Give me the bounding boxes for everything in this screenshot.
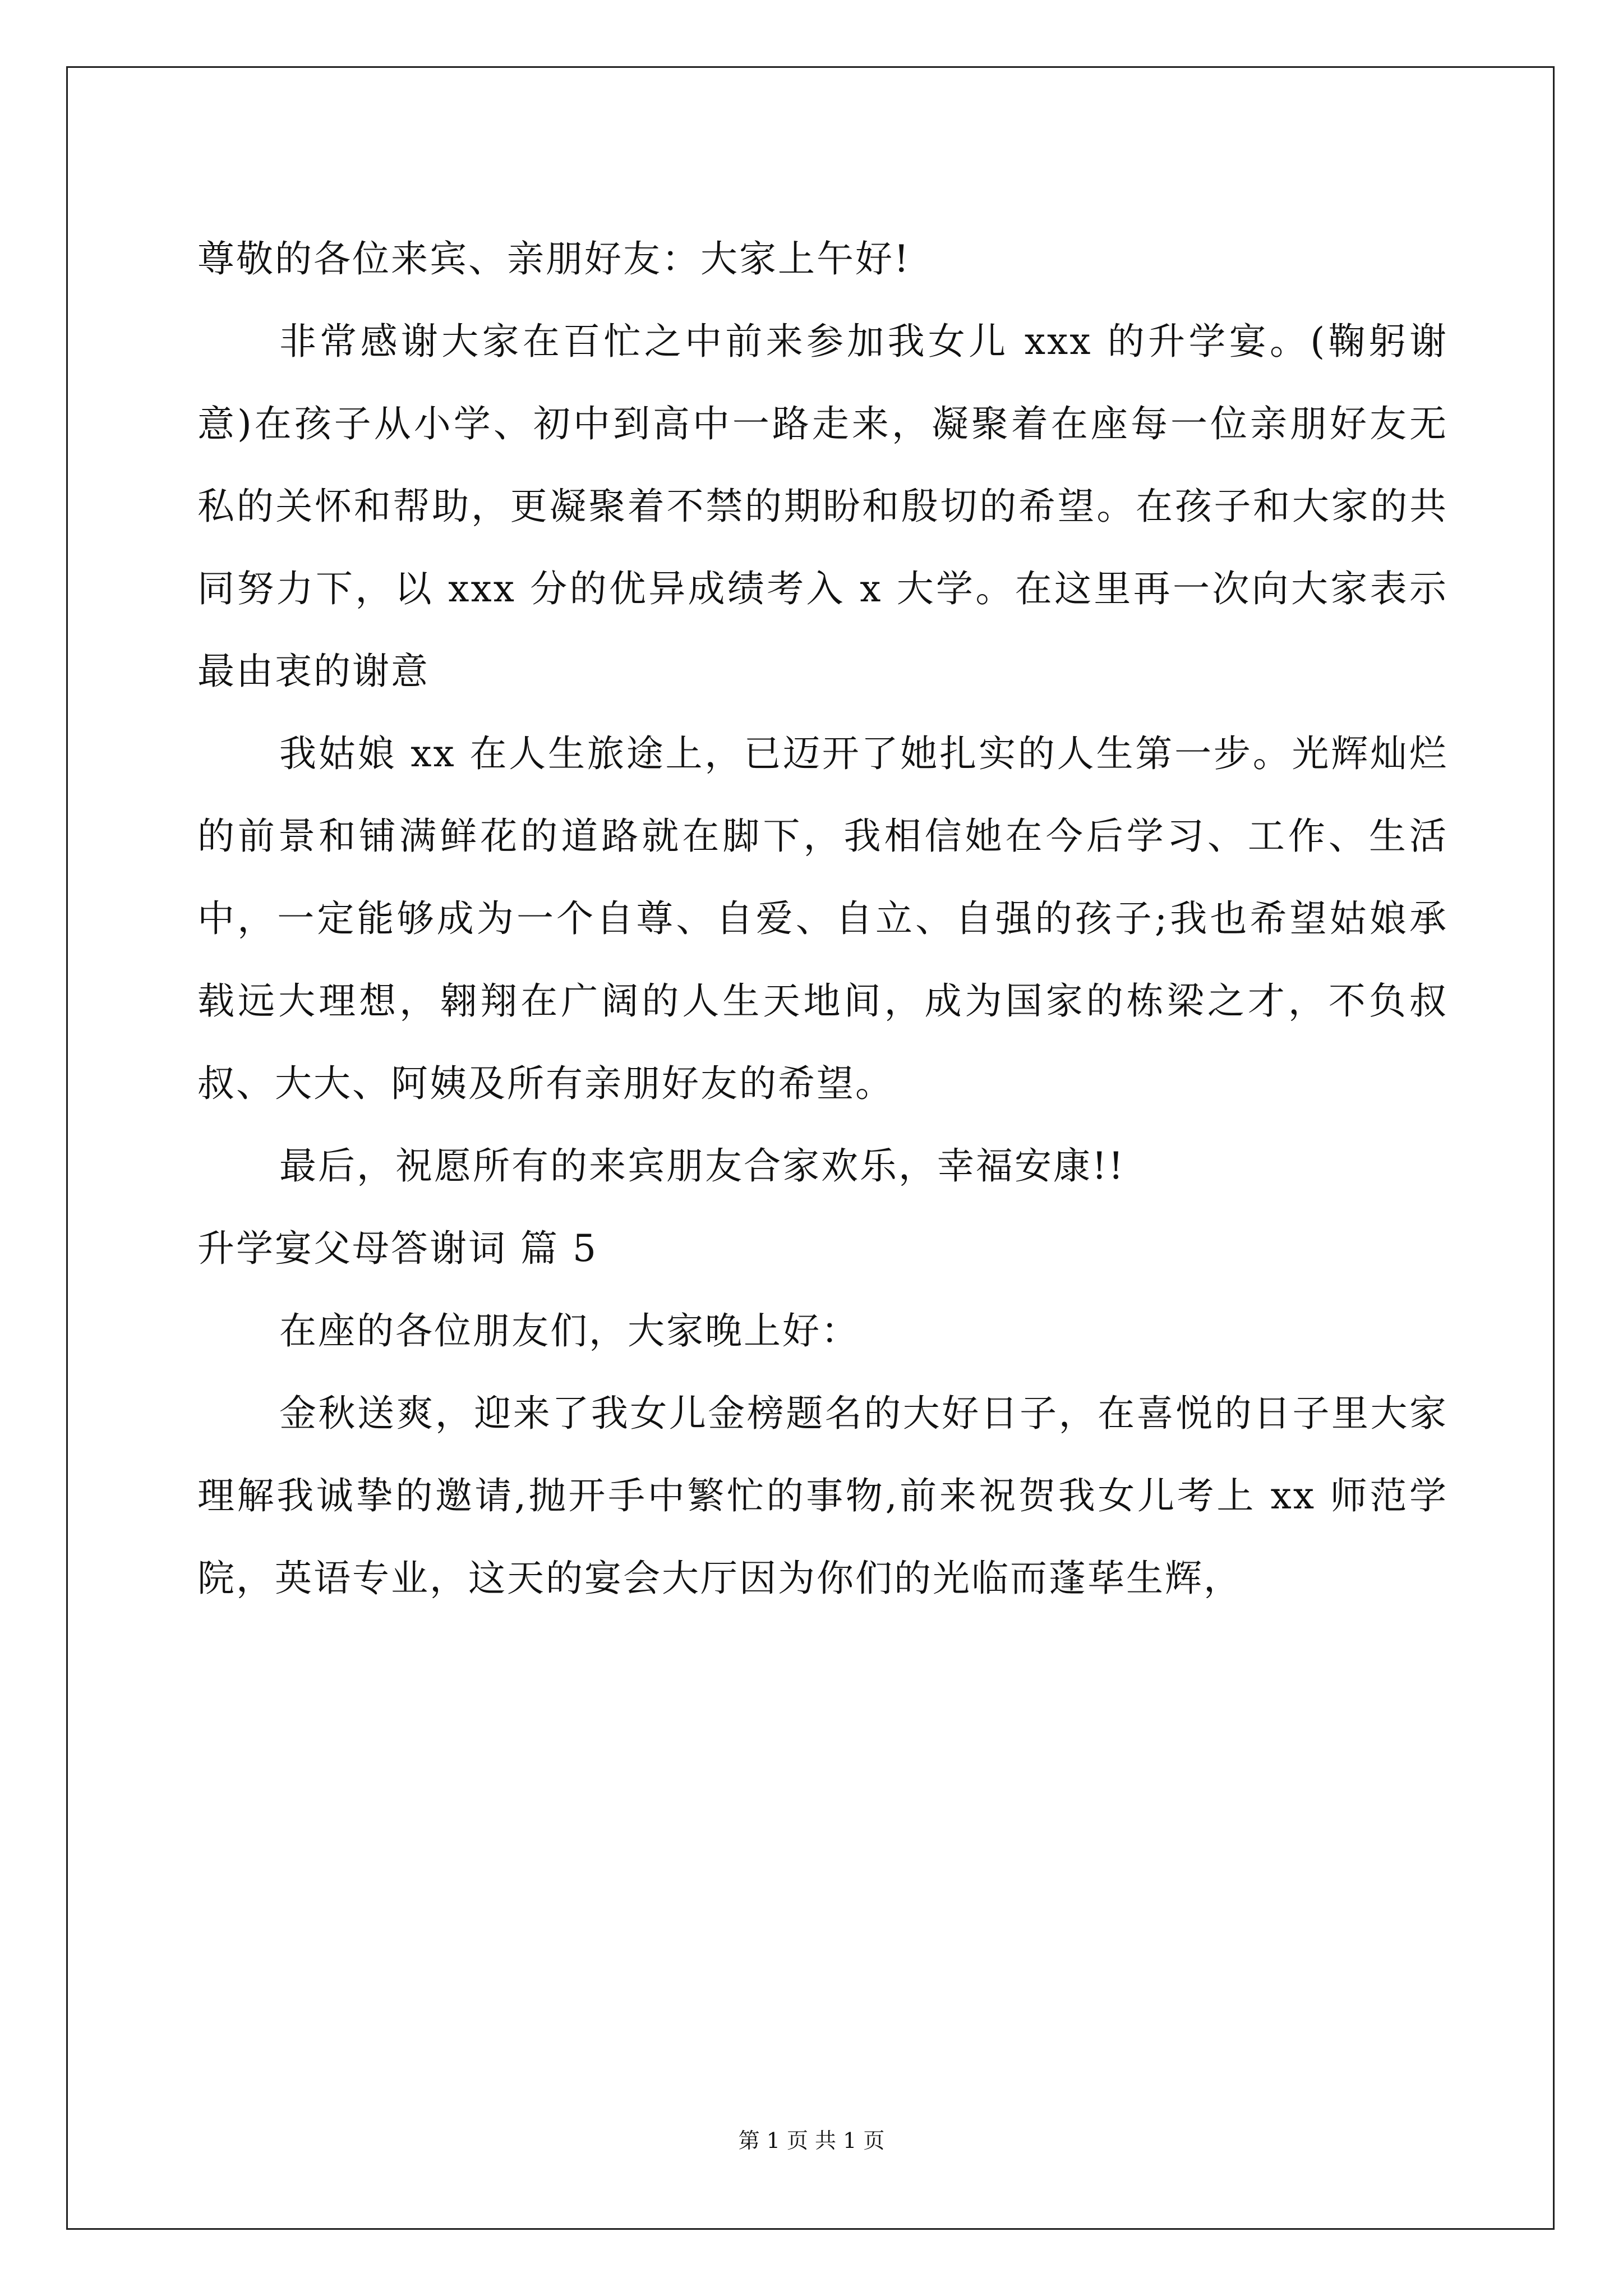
autumn-paragraph: 金秋送爽，迎来了我女儿金榜题名的大好日子，在喜悦的日子里大家理解我诚挚的邀请,抛开手中繁忙的事物,前来祝贺我女儿考上 xx 师范学院，英语专业，这天的宴会大厅因为你们的光临而蓬荜生辉， [197,1392,1448,1600]
document-body [197,218,1448,1619]
page-number-footer: 第 1 页 共 1 页 [738,2128,885,2153]
thanks-paragraph: 非常感谢大家在百忙之中前来参加我女儿 xxx 的升学宴。(鞠躬谢意)在孩子从小学、初中到高中一路走来，凝聚着在座每一位亲朋好友无私的关怀和帮助，更凝聚着不禁的期盼和殷切的希望。在孩子和大家的共同努力下，以 xxx 分的优异成绩考入 x 大学。在这里再一次向大家表示最由衷的谢意 [197,320,1448,693]
daughter-paragraph: 我姑娘 xx 在人生旅途上，已迈开了她扎实的人生第一步。光辉灿烂的前景和铺满鲜花的道路就在脚下，我相信她在今后学习、工作、生活中，一定能够成为一个自尊、自爱、自立、自强的孩子;我也希望姑娘承载远大理想，翱翔在广阔的人生天地间，成为国家的栋梁之才，不负叔叔、大大、阿姨及所有亲朋好友的希望。 [197,732,1448,1105]
greeting-paragraph: 尊敬的各位来宾、亲朋好友：大家上午好! [197,237,911,280]
evening-greeting-paragraph: 在座的各位朋友们，大家晚上好： [279,1309,860,1352]
section-heading: 升学宴父母答谢词 篇 5 [197,1227,598,1270]
closing-paragraph: 最后，祝愿所有的来宾朋友合家欢乐，幸福安康!! [279,1144,1126,1188]
